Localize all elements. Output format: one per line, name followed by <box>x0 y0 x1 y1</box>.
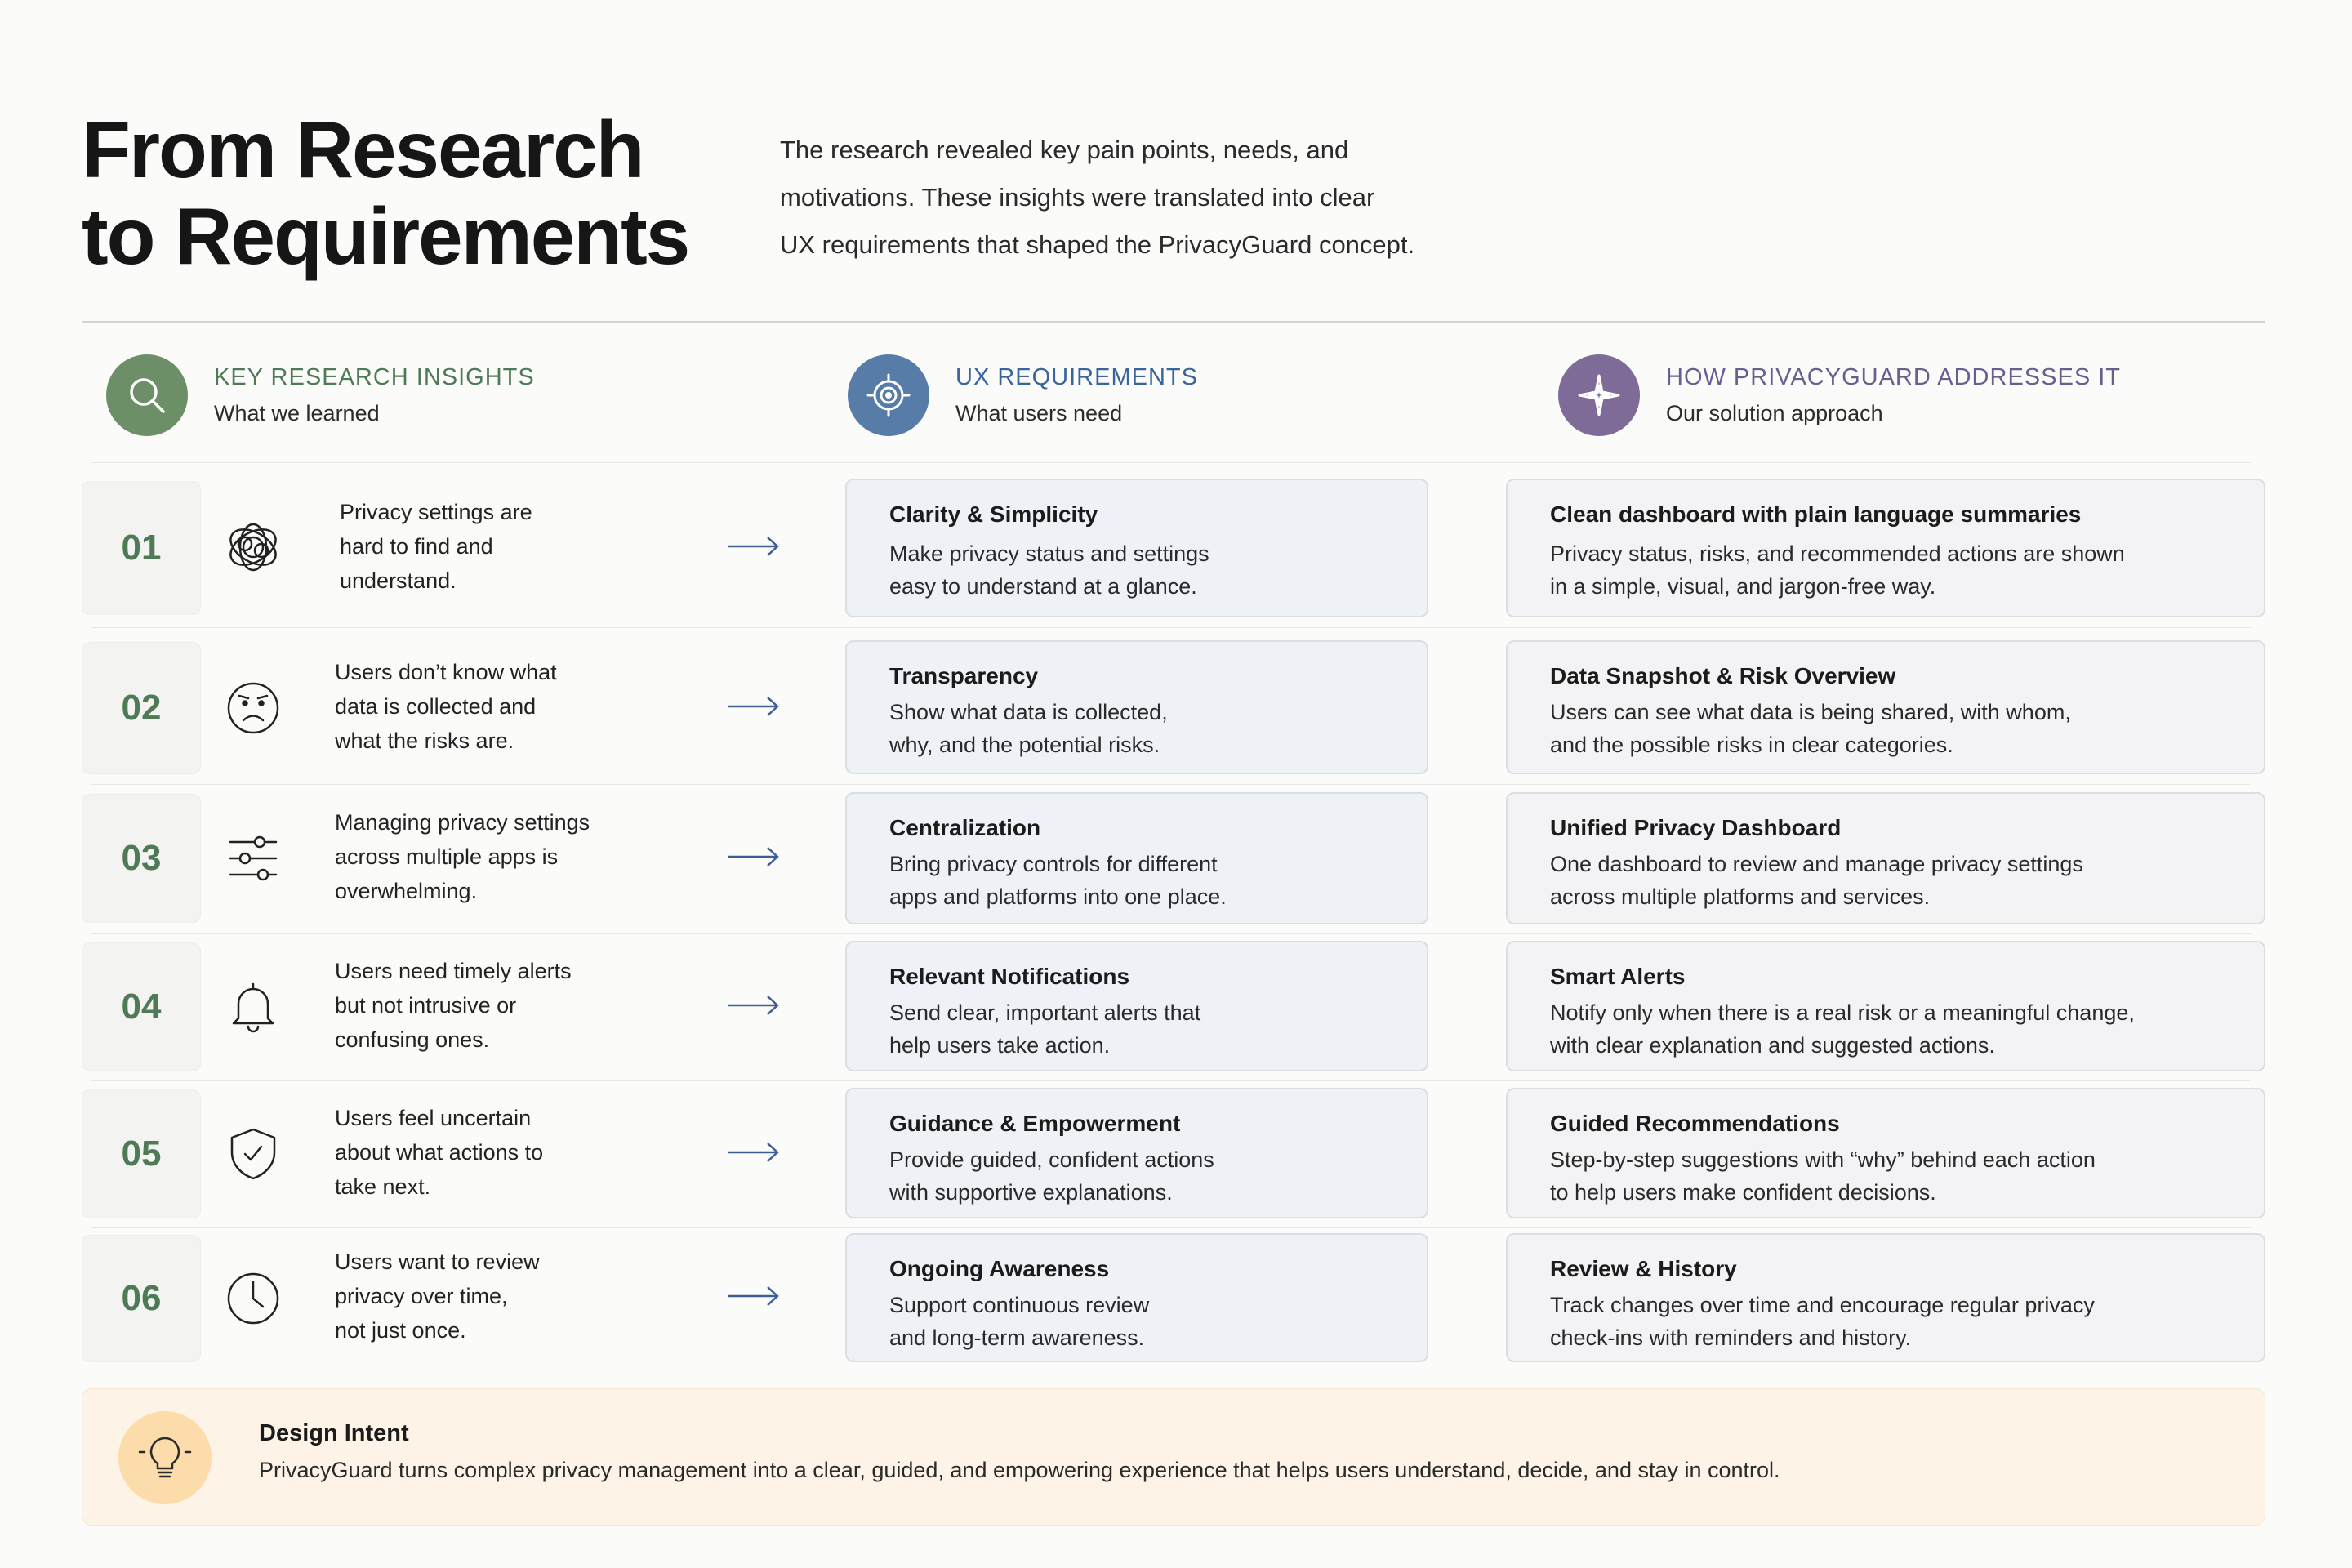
row-divider <box>91 933 2251 934</box>
solution-line: One dashboard to review and manage privacy settings <box>1550 852 2083 876</box>
row-divider <box>91 784 2251 785</box>
column-subheading: Our solution approach <box>1666 401 1883 425</box>
insight-line: about what actions to <box>335 1140 544 1165</box>
requirement-card <box>845 792 1428 924</box>
requirement-description <box>889 1289 1384 1354</box>
table-row <box>82 479 2265 617</box>
insight-line: Users need timely alerts <box>335 959 572 983</box>
solution-line: Privacy status, risks, and recommended actions are shown <box>1550 541 2125 566</box>
column-subheading: What users need <box>956 401 1123 425</box>
requirement-line: Support continuous review <box>889 1293 1150 1317</box>
insight-line: not just once. <box>335 1318 466 1343</box>
page-title <box>82 106 784 279</box>
row-number: 03 <box>82 794 201 923</box>
row-divider <box>91 1080 2251 1081</box>
intro-line: UX requirements that shaped the PrivacyGuard concept. <box>780 230 1415 259</box>
insight-text <box>335 1245 645 1348</box>
arrow-right-icon <box>727 1284 781 1308</box>
solution-title: Unified Privacy Dashboard <box>1550 815 1842 840</box>
requirement-title: Ongoing Awareness <box>889 1256 1110 1281</box>
insight-text <box>340 495 650 598</box>
requirement-title: Transparency <box>889 663 1039 688</box>
insight-text <box>335 655 645 758</box>
arrow-right-icon <box>727 694 781 719</box>
insight-text <box>335 805 645 908</box>
design-intent-text: PrivacyGuard turns complex privacy management into a clear, guided, and empowering experience that helps users understand, decide, and stay in control. <box>259 1458 1780 1482</box>
requirement-line: help users take action. <box>889 1033 1111 1058</box>
solution-line: Notify only when there is a real risk or a meaningful change, <box>1550 1000 2135 1025</box>
solution-line: Track changes over time and encourage regular privacy <box>1550 1293 2095 1317</box>
column-header-divider <box>91 462 2251 463</box>
requirement-line: Make privacy status and settings <box>889 541 1209 566</box>
arrow-right-icon <box>727 844 781 869</box>
insight-line: confusing ones. <box>335 1027 490 1052</box>
solution-card <box>1506 479 2265 617</box>
solution-description <box>1550 996 2221 1062</box>
table-row <box>82 1088 2265 1220</box>
row-number: 04 <box>82 942 201 1071</box>
solution-line: Users can see what data is being shared, with whom, <box>1550 700 2071 724</box>
column-header-requirements <box>848 353 1198 438</box>
row-number: 05 <box>82 1089 201 1218</box>
requirement-description <box>889 696 1384 761</box>
insight-line: Users don’t know what <box>335 660 557 684</box>
solution-line: across multiple platforms and services. <box>1550 884 1931 909</box>
requirement-card <box>845 640 1428 774</box>
clock-icon <box>220 1266 286 1331</box>
insight-line: data is collected and <box>335 694 537 719</box>
solution-line: in a simple, visual, and jargon-free way. <box>1550 574 1936 599</box>
requirement-line: apps and platforms into one place. <box>889 884 1227 909</box>
row-number: 02 <box>82 642 201 774</box>
requirement-line: and long-term awareness. <box>889 1325 1145 1350</box>
design-intent-banner <box>82 1388 2265 1526</box>
tangled-scribble-icon <box>220 514 286 580</box>
requirement-title: Relevant Notifications <box>889 964 1130 989</box>
solution-description <box>1550 537 2221 603</box>
requirement-line: why, and the potential risks. <box>889 733 1160 757</box>
requirement-title: Guidance & Empowerment <box>889 1111 1181 1136</box>
insight-line: Privacy settings are <box>340 500 532 524</box>
row-number: 01 <box>82 481 201 615</box>
page-title-line-2: to Requirements <box>82 191 689 281</box>
requirement-card <box>845 479 1428 617</box>
row-number: 06 <box>82 1235 201 1362</box>
insight-line: take next. <box>335 1174 431 1199</box>
solution-title: Data Snapshot & Risk Overview <box>1550 663 1896 688</box>
insight-line: what the risks are. <box>335 728 514 753</box>
solution-description <box>1550 1143 2221 1209</box>
solution-line: Step-by-step suggestions with “why” behind each action <box>1550 1147 2096 1172</box>
header-divider <box>82 321 2265 323</box>
column-heading: UX REQUIREMENTS <box>956 364 1198 390</box>
insight-line: overwhelming. <box>335 879 478 903</box>
requirement-line: Send clear, important alerts that <box>889 1000 1201 1025</box>
solution-card <box>1506 640 2265 774</box>
design-intent-title: Design Intent <box>259 1420 409 1446</box>
insight-line: across multiple apps is <box>335 844 559 869</box>
requirement-card <box>845 941 1428 1071</box>
solution-title: Smart Alerts <box>1550 964 1686 989</box>
intro-line: motivations. These insights were translated into clear <box>780 183 1375 212</box>
insight-text <box>335 954 645 1057</box>
solution-line: with clear explanation and suggested actions. <box>1550 1033 1995 1058</box>
arrow-right-icon <box>727 993 781 1018</box>
solution-line: and the possible risks in clear categories. <box>1550 733 1953 757</box>
insight-line: Users feel uncertain <box>335 1106 532 1130</box>
table-row <box>82 640 2265 776</box>
requirement-line: Show what data is collected, <box>889 700 1168 724</box>
sparkle-icon <box>1558 354 1640 436</box>
solution-card <box>1506 1233 2265 1362</box>
column-header-insights <box>106 353 535 438</box>
requirement-card <box>845 1233 1428 1362</box>
table-row <box>82 1233 2265 1364</box>
sliders-icon <box>220 826 286 891</box>
requirement-line: easy to understand at a glance. <box>889 574 1197 599</box>
page-header <box>82 106 2270 318</box>
requirement-title: Centralization <box>889 815 1041 840</box>
solution-title: Clean dashboard with plain language summaries <box>1550 501 2082 527</box>
requirement-description <box>889 537 1384 603</box>
column-subheading: What we learned <box>214 401 380 425</box>
insight-line: privacy over time, <box>335 1284 508 1308</box>
bell-icon <box>220 974 286 1040</box>
arrow-right-icon <box>727 1140 781 1165</box>
page-title-line-1: From Research <box>82 105 644 194</box>
lightbulb-icon <box>118 1411 212 1504</box>
column-heading: KEY RESEARCH INSIGHTS <box>214 364 535 390</box>
shield-check-icon <box>220 1121 286 1187</box>
row-divider <box>91 1227 2251 1228</box>
insight-text <box>335 1101 645 1204</box>
requirement-line: Bring privacy controls for different <box>889 852 1218 876</box>
intro-paragraph <box>780 127 1515 269</box>
arrow-right-icon <box>727 534 781 559</box>
requirement-description <box>889 848 1384 913</box>
requirement-line: with supportive explanations. <box>889 1180 1173 1205</box>
solution-title: Review & History <box>1550 1256 1737 1281</box>
column-header-solution <box>1558 353 2121 438</box>
table-row <box>82 792 2265 924</box>
table-row <box>82 941 2265 1073</box>
solution-line: check-ins with reminders and history. <box>1550 1325 1912 1350</box>
requirement-title: Clarity & Simplicity <box>889 501 1098 527</box>
solution-card <box>1506 941 2265 1071</box>
insight-line: hard to find and <box>340 534 493 559</box>
solution-card <box>1506 1088 2265 1218</box>
worried-face-icon <box>220 675 286 741</box>
requirement-card <box>845 1088 1428 1218</box>
search-icon <box>106 354 188 436</box>
solution-title: Guided Recommendations <box>1550 1111 1840 1136</box>
row-divider <box>91 627 2251 628</box>
target-icon <box>848 354 929 436</box>
insight-line: understand. <box>340 568 457 593</box>
solution-line: to help users make confident decisions. <box>1550 1180 1936 1205</box>
solution-description <box>1550 696 2221 761</box>
column-heading: HOW PRIVACYGUARD ADDRESSES IT <box>1666 364 2121 390</box>
insight-line: Managing privacy settings <box>335 810 590 835</box>
solution-description <box>1550 1289 2221 1354</box>
requirement-line: Provide guided, confident actions <box>889 1147 1214 1172</box>
insight-line: but not intrusive or <box>335 993 517 1018</box>
solution-card <box>1506 792 2265 924</box>
intro-line: The research revealed key pain points, needs, and <box>780 136 1349 164</box>
requirement-description <box>889 1143 1384 1209</box>
requirement-description <box>889 996 1384 1062</box>
solution-description <box>1550 848 2221 913</box>
insight-line: Users want to review <box>335 1250 540 1274</box>
